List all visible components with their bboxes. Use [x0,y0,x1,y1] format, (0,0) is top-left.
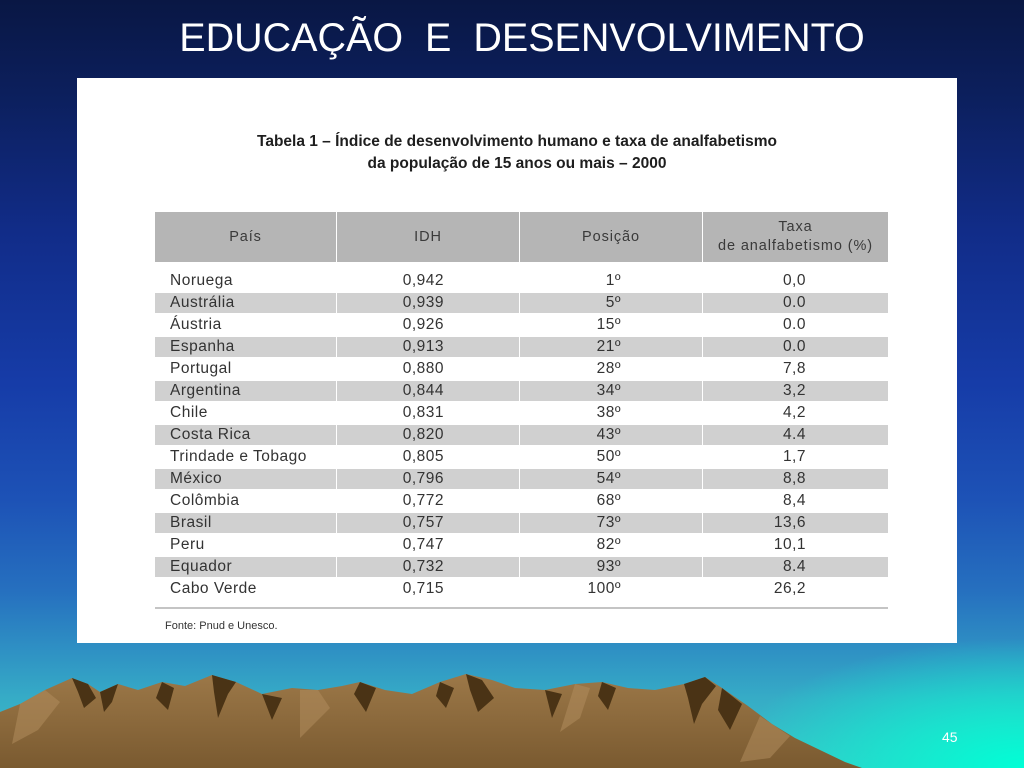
cell-idh: 0,747 [402,536,444,553]
cell-illiteracy-rate: 0,0 [782,272,806,289]
cell-position: 68º [596,492,621,509]
cell-illiteracy-rate: 7,8 [782,360,806,377]
cell-idh: 0,732 [337,557,519,577]
cell-idh: 0,880 [402,360,444,377]
table-row [155,534,888,556]
cell-illiteracy-rate: 8,4 [782,492,806,509]
cell-country: Chile [170,404,208,421]
data-table [155,212,888,600]
table-row [155,292,888,314]
table-row [155,468,888,490]
header-country: País [155,212,336,262]
cell-position: 100º [587,580,621,597]
table-caption-line1: Tabela 1 – Índice de desenvolvimento humano e taxa de analfabetismo [257,133,777,150]
cell-idh: 0,942 [402,272,444,289]
cell-country: Argentina [155,381,336,401]
cell-position: 38º [596,404,621,421]
cell-idh: 0,796 [337,469,519,489]
cell-idh: 0,926 [402,316,444,333]
cell-illiteracy-rate: 3,2 [703,381,888,401]
cell-country: Noruega [170,272,233,289]
cell-idh: 0,715 [402,580,444,597]
table-header [155,212,888,262]
table-row [155,270,888,292]
cell-illiteracy-rate: 4.4 [703,425,888,445]
source-note: Fonte: Pnud e Unesco. [165,620,278,632]
header-rate-line2: de analfabetismo (%) [717,238,873,254]
header-rate-line1: Taxa [778,219,813,235]
cell-position: 43º [520,425,702,445]
cell-idh: 0,844 [337,381,519,401]
cell-idh: 0,939 [337,293,519,313]
cell-country: Brasil [155,513,336,533]
table-body [155,270,888,600]
table-row [155,490,888,512]
cell-position: 54º [520,469,702,489]
cell-illiteracy-rate: 4,2 [782,404,806,421]
slide-title: EDUCAÇÃO E DESENVOLVIMENTO [179,16,865,60]
cell-illiteracy-rate: 13,6 [703,513,888,533]
cell-illiteracy-rate: 8.4 [703,557,888,577]
table-row [155,314,888,336]
cell-country: Áustria [170,316,222,333]
cell-country: Peru [170,536,205,553]
cell-idh: 0,831 [402,404,444,421]
table-row [155,578,888,600]
cell-position: 1º [605,272,621,289]
cell-country: Costa Rica [155,425,336,445]
cell-idh: 0,805 [402,448,444,465]
cell-idh: 0,772 [402,492,444,509]
cell-illiteracy-rate: 0.0 [703,293,888,313]
cell-idh: 0,820 [337,425,519,445]
cell-country: Trindade e Tobago [170,448,307,465]
header-idh: IDH [337,212,519,262]
table-row [155,336,888,358]
mountain-range [0,658,1024,768]
cell-position: 5º [520,293,702,313]
cell-position: 34º [520,381,702,401]
cell-country: Portugal [170,360,232,377]
cell-idh: 0,757 [337,513,519,533]
cell-country: Equador [155,557,336,577]
cell-position: 21º [520,337,702,357]
table-row [155,380,888,402]
cell-illiteracy-rate: 0.0 [782,316,806,333]
header-position: Posição [520,212,702,262]
table-bottom-rule [155,607,888,609]
table-caption [77,131,957,175]
cell-country: Colômbia [170,492,240,509]
table-caption-line2: da população de 15 anos ou mais – 2000 [367,155,667,172]
table-row [155,512,888,534]
cell-position: 50º [596,448,621,465]
content-panel [77,78,957,643]
cell-illiteracy-rate: 8,8 [703,469,888,489]
table-row [155,556,888,578]
cell-country: Austrália [155,293,336,313]
table-row [155,402,888,424]
cell-position: 73º [520,513,702,533]
cell-country: México [155,469,336,489]
cell-illiteracy-rate: 10,1 [773,536,806,553]
cell-illiteracy-rate: 26,2 [773,580,806,597]
cell-country: Cabo Verde [170,580,257,597]
cell-idh: 0,913 [337,337,519,357]
cell-illiteracy-rate: 0.0 [703,337,888,357]
cell-country: Espanha [155,337,336,357]
cell-position: 82º [596,536,621,553]
cell-position: 28º [596,360,621,377]
cell-position: 15º [596,316,621,333]
cell-illiteracy-rate: 1,7 [782,448,806,465]
table-row [155,424,888,446]
table-row [155,446,888,468]
table-row [155,358,888,380]
slide-number: 45 [942,729,958,745]
cell-position: 93º [520,557,702,577]
header-illiteracy-rate [703,212,888,262]
